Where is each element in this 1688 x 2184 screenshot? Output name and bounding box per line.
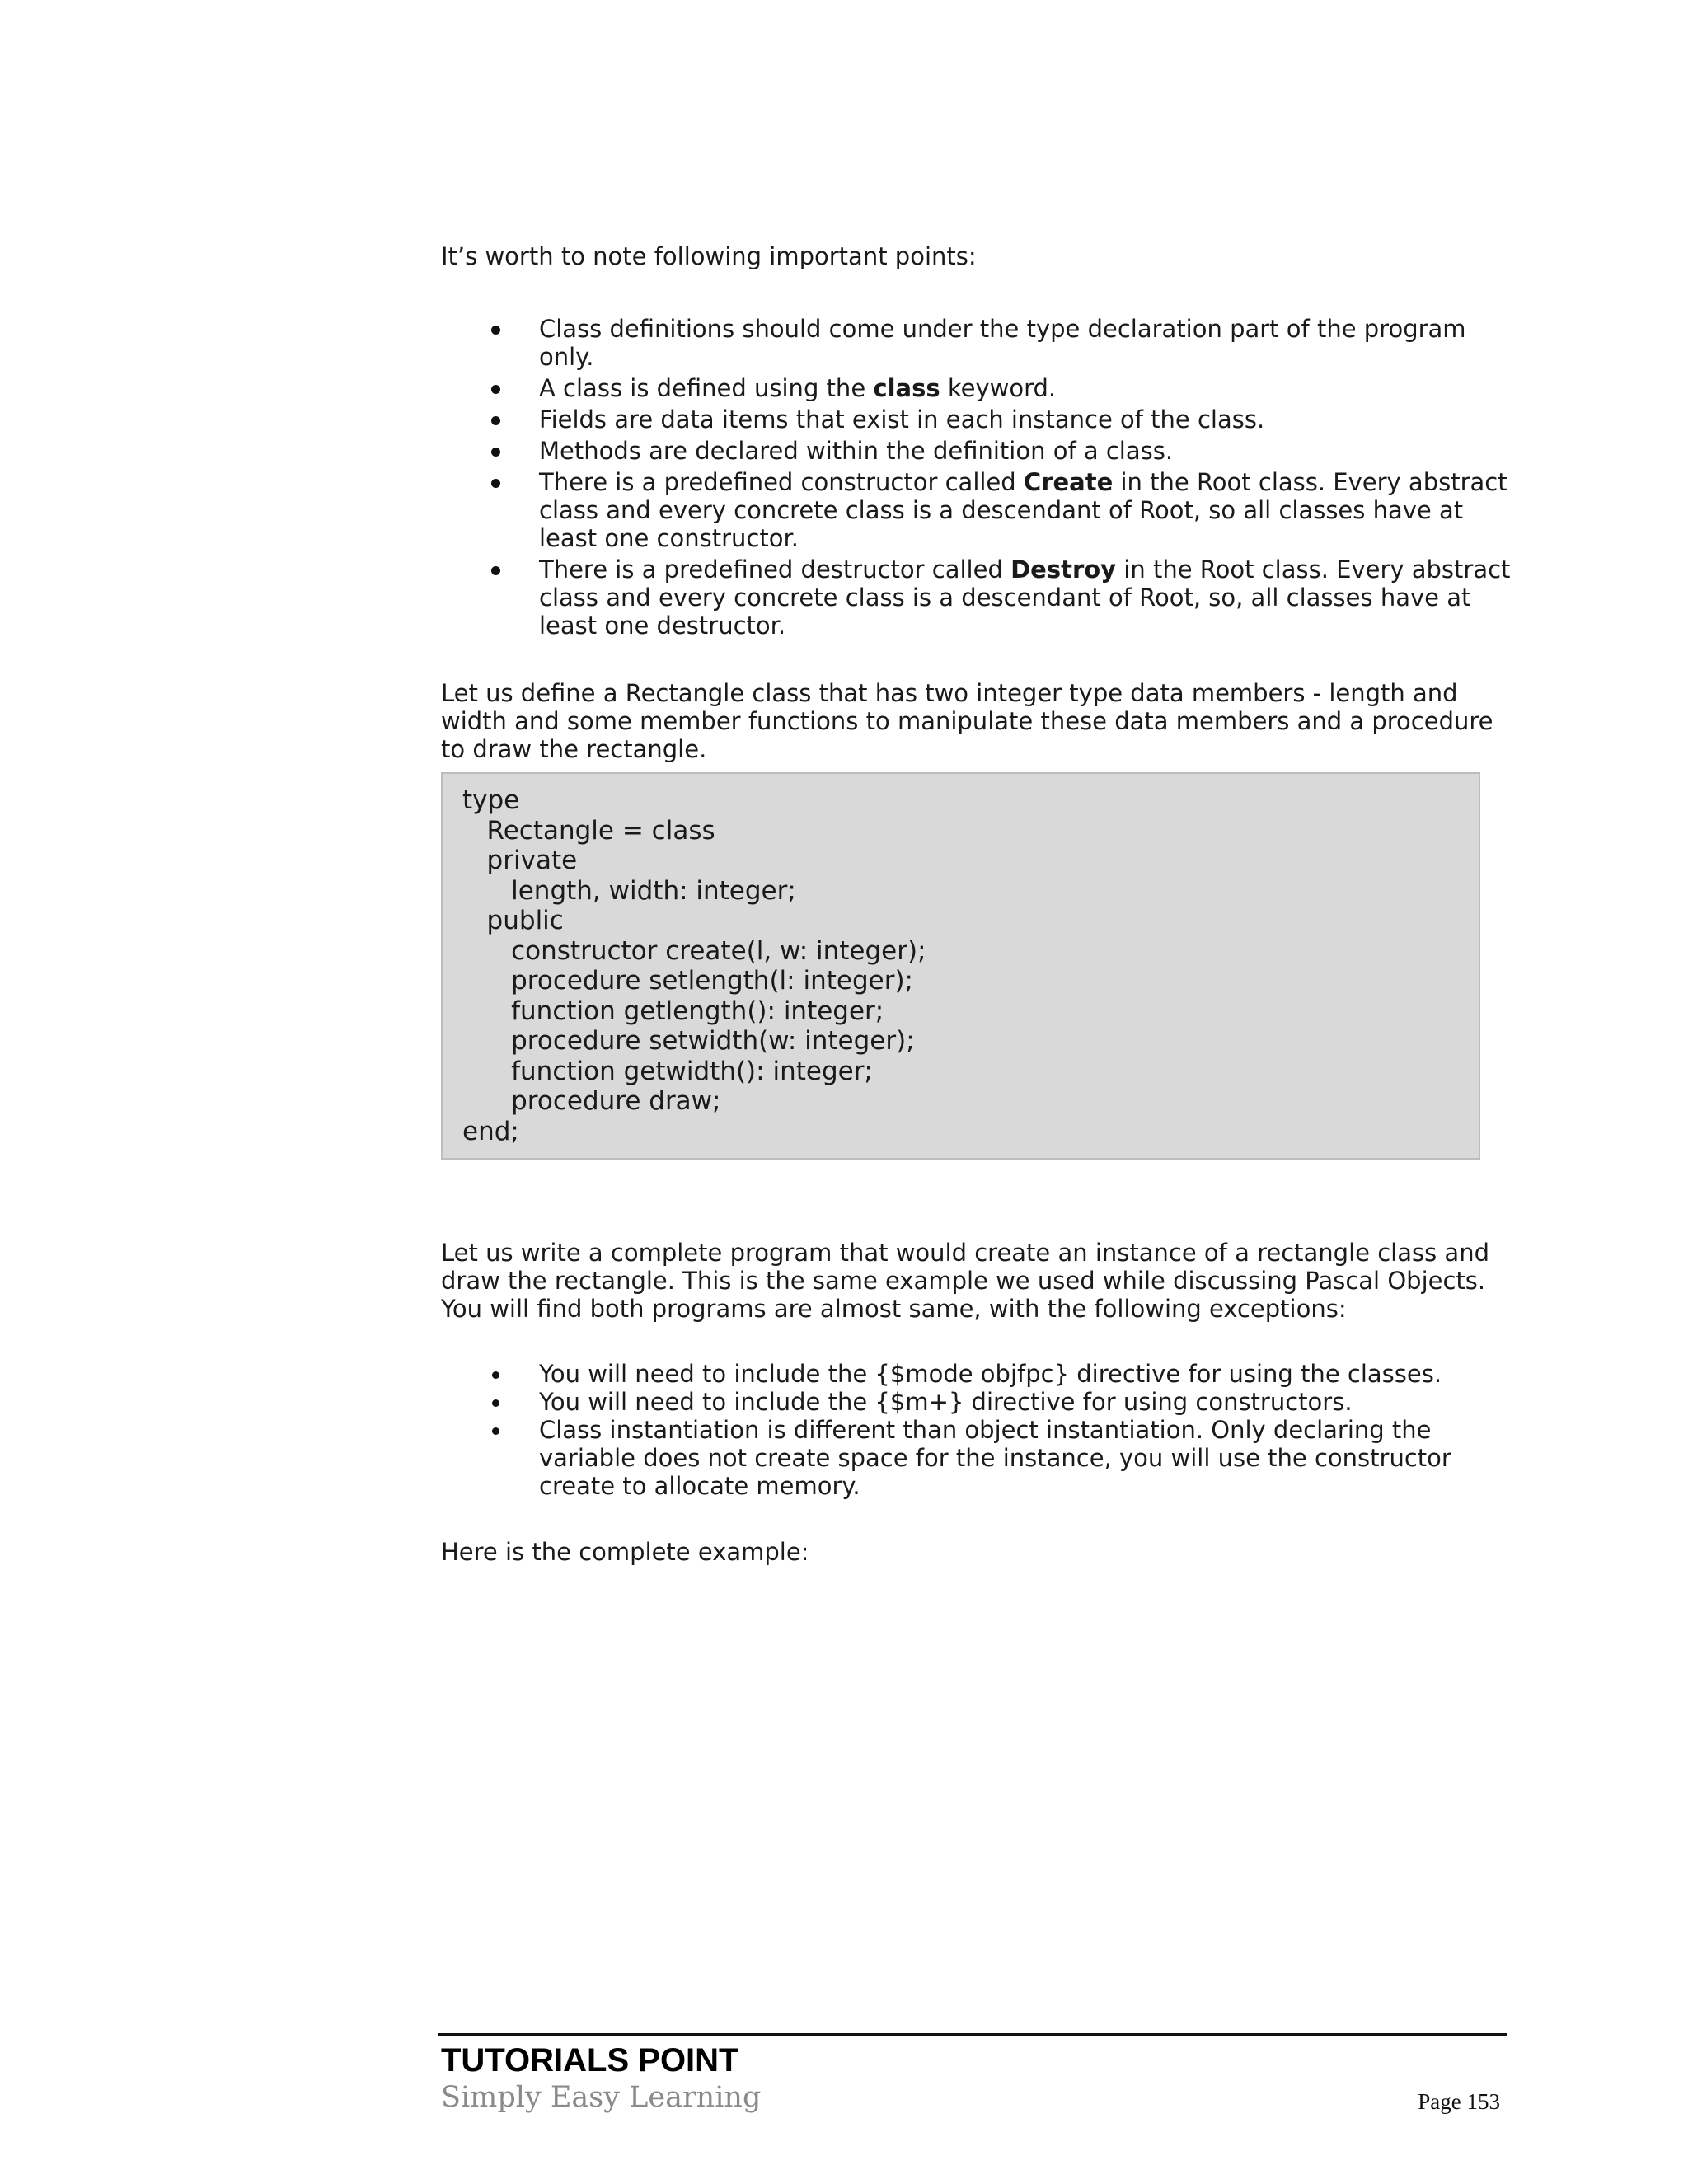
exceptions-list <box>441 1360 1512 1500</box>
point-text: There is a predefined destructor called <box>539 555 1011 583</box>
point-text: Methods are declared within the definition of a class. <box>539 437 1174 465</box>
code-line: procedure setwidth(w: integer); <box>462 1026 915 1056</box>
bullet-icon <box>492 1399 499 1407</box>
point-text: keyword. <box>940 374 1057 402</box>
point-text: There is a predefined constructor called <box>539 468 1024 496</box>
example-label: Here is the complete example: <box>441 1538 809 1566</box>
code-line: length, width: integer; <box>462 875 796 906</box>
code-line: function getwidth(): integer; <box>462 1056 873 1086</box>
code-block <box>441 772 1480 1160</box>
list-item <box>441 437 1512 465</box>
point-text: A class is defined using the <box>539 374 874 402</box>
bullet-icon <box>491 416 500 425</box>
point-keyword: Create <box>1023 468 1114 496</box>
list-item <box>441 315 1512 371</box>
bullet-icon <box>492 1371 499 1379</box>
list-item <box>441 468 1512 552</box>
program-paragraph: Let us write a complete program that would create an instance of a rectangle class and draw the rectangle. This is the same example we used while discussing Pascal Objects. You will find both programs are almost same, with the following exceptions: <box>441 1239 1489 1323</box>
code-line: public <box>462 906 564 935</box>
code-line: constructor create(l, w: integer); <box>462 935 926 966</box>
exception-text: You will need to include the {$mode objfpc} directive for using the classes. <box>539 1360 1442 1388</box>
exception-text: You will need to include the {$m+} directive for using constructors. <box>539 1388 1353 1416</box>
list-item <box>441 374 1512 402</box>
exception-text: Class instantiation is different than object instantiation. Only declaring the variable does not create space for the instance, you will use the constructor create to allocate memory. <box>539 1416 1451 1500</box>
list-item <box>441 555 1512 640</box>
code-line: function getlength(): integer; <box>462 996 884 1026</box>
point-keyword: class <box>873 374 940 402</box>
code-line: Rectangle = class <box>462 815 715 846</box>
bullet-icon <box>492 1427 499 1435</box>
list-item <box>441 1360 1512 1388</box>
list-item <box>441 1416 1512 1500</box>
page-content <box>441 242 1512 1566</box>
code-line: procedure draw; <box>462 1086 721 1116</box>
point-text: Class definitions should come under the type declaration part of the program only. <box>539 315 1466 371</box>
code-line: private <box>462 846 578 875</box>
footer-divider <box>438 2033 1507 2036</box>
footer-brand: TUTORIALS POINT <box>441 2042 739 2079</box>
point-text: in the Root class. Every abstract class and every concrete class is a descendant of Root, so, all classes have at least one destructor. <box>539 555 1511 640</box>
intro-paragraph: It’s worth to note following important points: <box>441 242 977 270</box>
code-line: procedure setlength(l: integer); <box>462 966 913 996</box>
bullet-icon <box>491 326 500 335</box>
bullet-icon <box>491 385 500 394</box>
list-item <box>441 1388 1512 1416</box>
bullet-icon <box>491 566 500 575</box>
list-item <box>441 405 1512 434</box>
point-text: in the Root class. Every abstract class and every concrete class is a descendant of Root, so all classes have at least one constructor. <box>539 468 1507 552</box>
code-line: end; <box>462 1116 519 1146</box>
page-number: Page 153 <box>1418 2089 1500 2114</box>
important-points-list <box>441 315 1512 640</box>
footer-tagline: Simply Easy Learning <box>441 2081 762 2114</box>
point-text: Fields are data items that exist in each instance of the class. <box>539 405 1265 434</box>
bullet-icon <box>491 479 500 488</box>
define-paragraph: Let us define a Rectangle class that has two integer type data members - length and width and some member functions to manipulate these data members and a procedure to draw the rectangle. <box>441 679 1493 763</box>
point-keyword: Destroy <box>1010 555 1117 583</box>
bullet-icon <box>491 448 500 457</box>
code-line: type <box>462 785 520 815</box>
